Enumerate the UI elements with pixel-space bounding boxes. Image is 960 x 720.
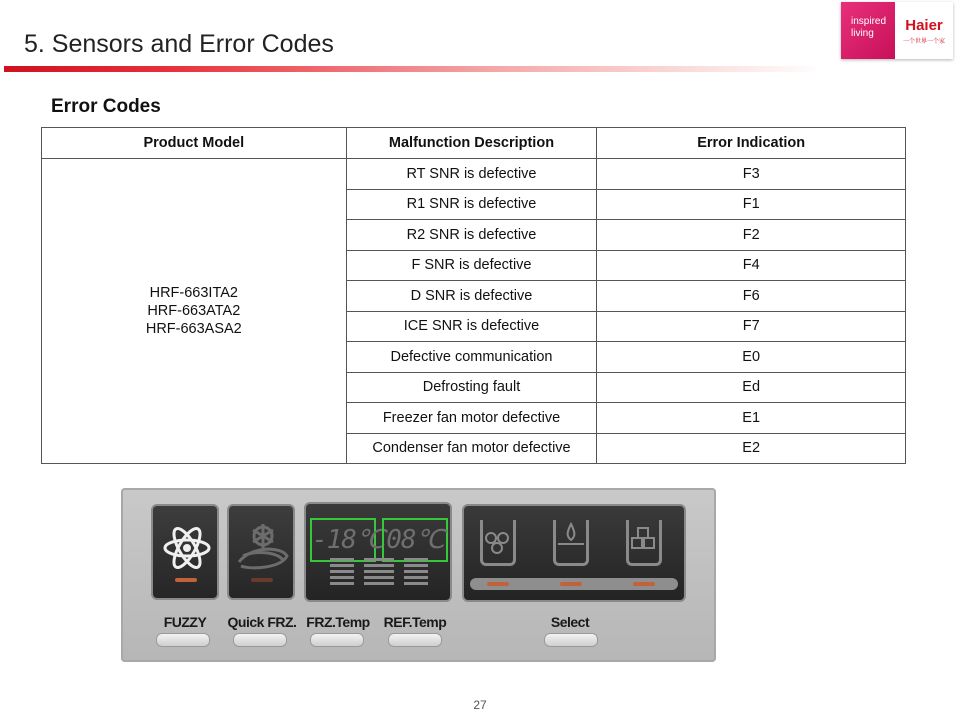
center-level-bars <box>364 558 394 588</box>
error-code-cell: F1 <box>597 189 906 220</box>
fridge-temp-button-label: REF.Temp <box>383 614 447 630</box>
malfunction-cell: RT SNR is defective <box>346 159 597 190</box>
fridge-level-bars <box>404 558 428 588</box>
logo-brand-name: Haier <box>905 16 943 34</box>
error-code-cell: F7 <box>597 311 906 342</box>
fuzzy-led <box>175 578 197 582</box>
water-icon <box>553 520 589 566</box>
error-codes-table <box>41 127 906 464</box>
control-panel-image <box>121 488 716 662</box>
snowflake-swirl-icon <box>231 516 295 580</box>
error-code-cell: F6 <box>597 281 906 312</box>
error-code-cell: E1 <box>597 403 906 434</box>
freezer-temp-button <box>310 633 364 647</box>
logo-brand <box>895 2 953 59</box>
quick-freeze-led <box>251 578 273 582</box>
malfunction-cell: ICE SNR is defective <box>346 311 597 342</box>
section-heading: Error Codes <box>51 96 161 117</box>
header-product-model: Product Model <box>42 128 347 159</box>
fuzzy-button-label: FUZZY <box>163 614 207 630</box>
error-code-cell: E0 <box>597 342 906 373</box>
error-code-cell: E2 <box>597 433 906 464</box>
malfunction-cell: Freezer fan motor defective <box>346 403 597 434</box>
select-button <box>544 633 598 647</box>
haier-logo <box>841 2 953 59</box>
slide-title: 5. Sensors and Error Codes <box>24 30 334 58</box>
quick-freeze-button <box>233 633 287 647</box>
header-error-indication: Error Indication <box>597 128 906 159</box>
crush-icon <box>480 520 516 566</box>
logo-brand-sub: 一个世界一个家 <box>902 38 945 45</box>
title-underline <box>4 66 824 72</box>
model-name: HRF-663ASA2 <box>145 321 242 337</box>
model-name: HRF-663ITA2 <box>149 285 238 301</box>
quick-freeze-tile <box>227 504 295 600</box>
error-code-cell: Ed <box>597 372 906 403</box>
table-row <box>42 159 906 190</box>
freezer-temp-readout: -18℃ <box>310 518 376 562</box>
cube-icon <box>626 520 662 566</box>
error-code-cell: F4 <box>597 250 906 281</box>
dispenser-display <box>462 504 686 602</box>
malfunction-cell: D SNR is defective <box>346 281 597 312</box>
malfunction-cell: R1 SNR is defective <box>346 189 597 220</box>
fuzzy-button <box>156 633 210 647</box>
malfunction-cell: R2 SNR is defective <box>346 220 597 251</box>
model-name: HRF-663ATA2 <box>147 303 241 319</box>
fridge-temp-readout: 08℃ <box>382 518 448 562</box>
malfunction-cell: Defrosting fault <box>346 372 597 403</box>
page-number: 27 <box>473 698 487 712</box>
temperature-display <box>304 502 452 602</box>
header-malfunction-description: Malfunction Description <box>346 128 597 159</box>
freezer-level-bars <box>330 558 354 588</box>
logo-tagline-line1: inspired <box>851 16 887 27</box>
freezer-temp-button-label: FRZ.Temp <box>306 614 370 630</box>
logo-tagline-line2: living <box>851 28 874 39</box>
fuzzy-button-tile <box>151 504 219 600</box>
water-led <box>560 582 582 586</box>
malfunction-cell: Defective communication <box>346 342 597 373</box>
logo-tagline <box>841 2 895 59</box>
crush-led <box>487 582 509 586</box>
product-model-cell <box>42 159 347 464</box>
atom-icon <box>155 516 219 580</box>
malfunction-cell: Condenser fan motor defective <box>346 433 597 464</box>
select-button-label: Select <box>550 614 590 630</box>
malfunction-cell: F SNR is defective <box>346 250 597 281</box>
fridge-temp-button <box>388 633 442 647</box>
table-header-row <box>42 128 906 159</box>
quick-freeze-button-label: Quick FRZ. <box>227 614 297 630</box>
error-code-cell: F3 <box>597 159 906 190</box>
cube-led <box>633 582 655 586</box>
error-code-cell: F2 <box>597 220 906 251</box>
